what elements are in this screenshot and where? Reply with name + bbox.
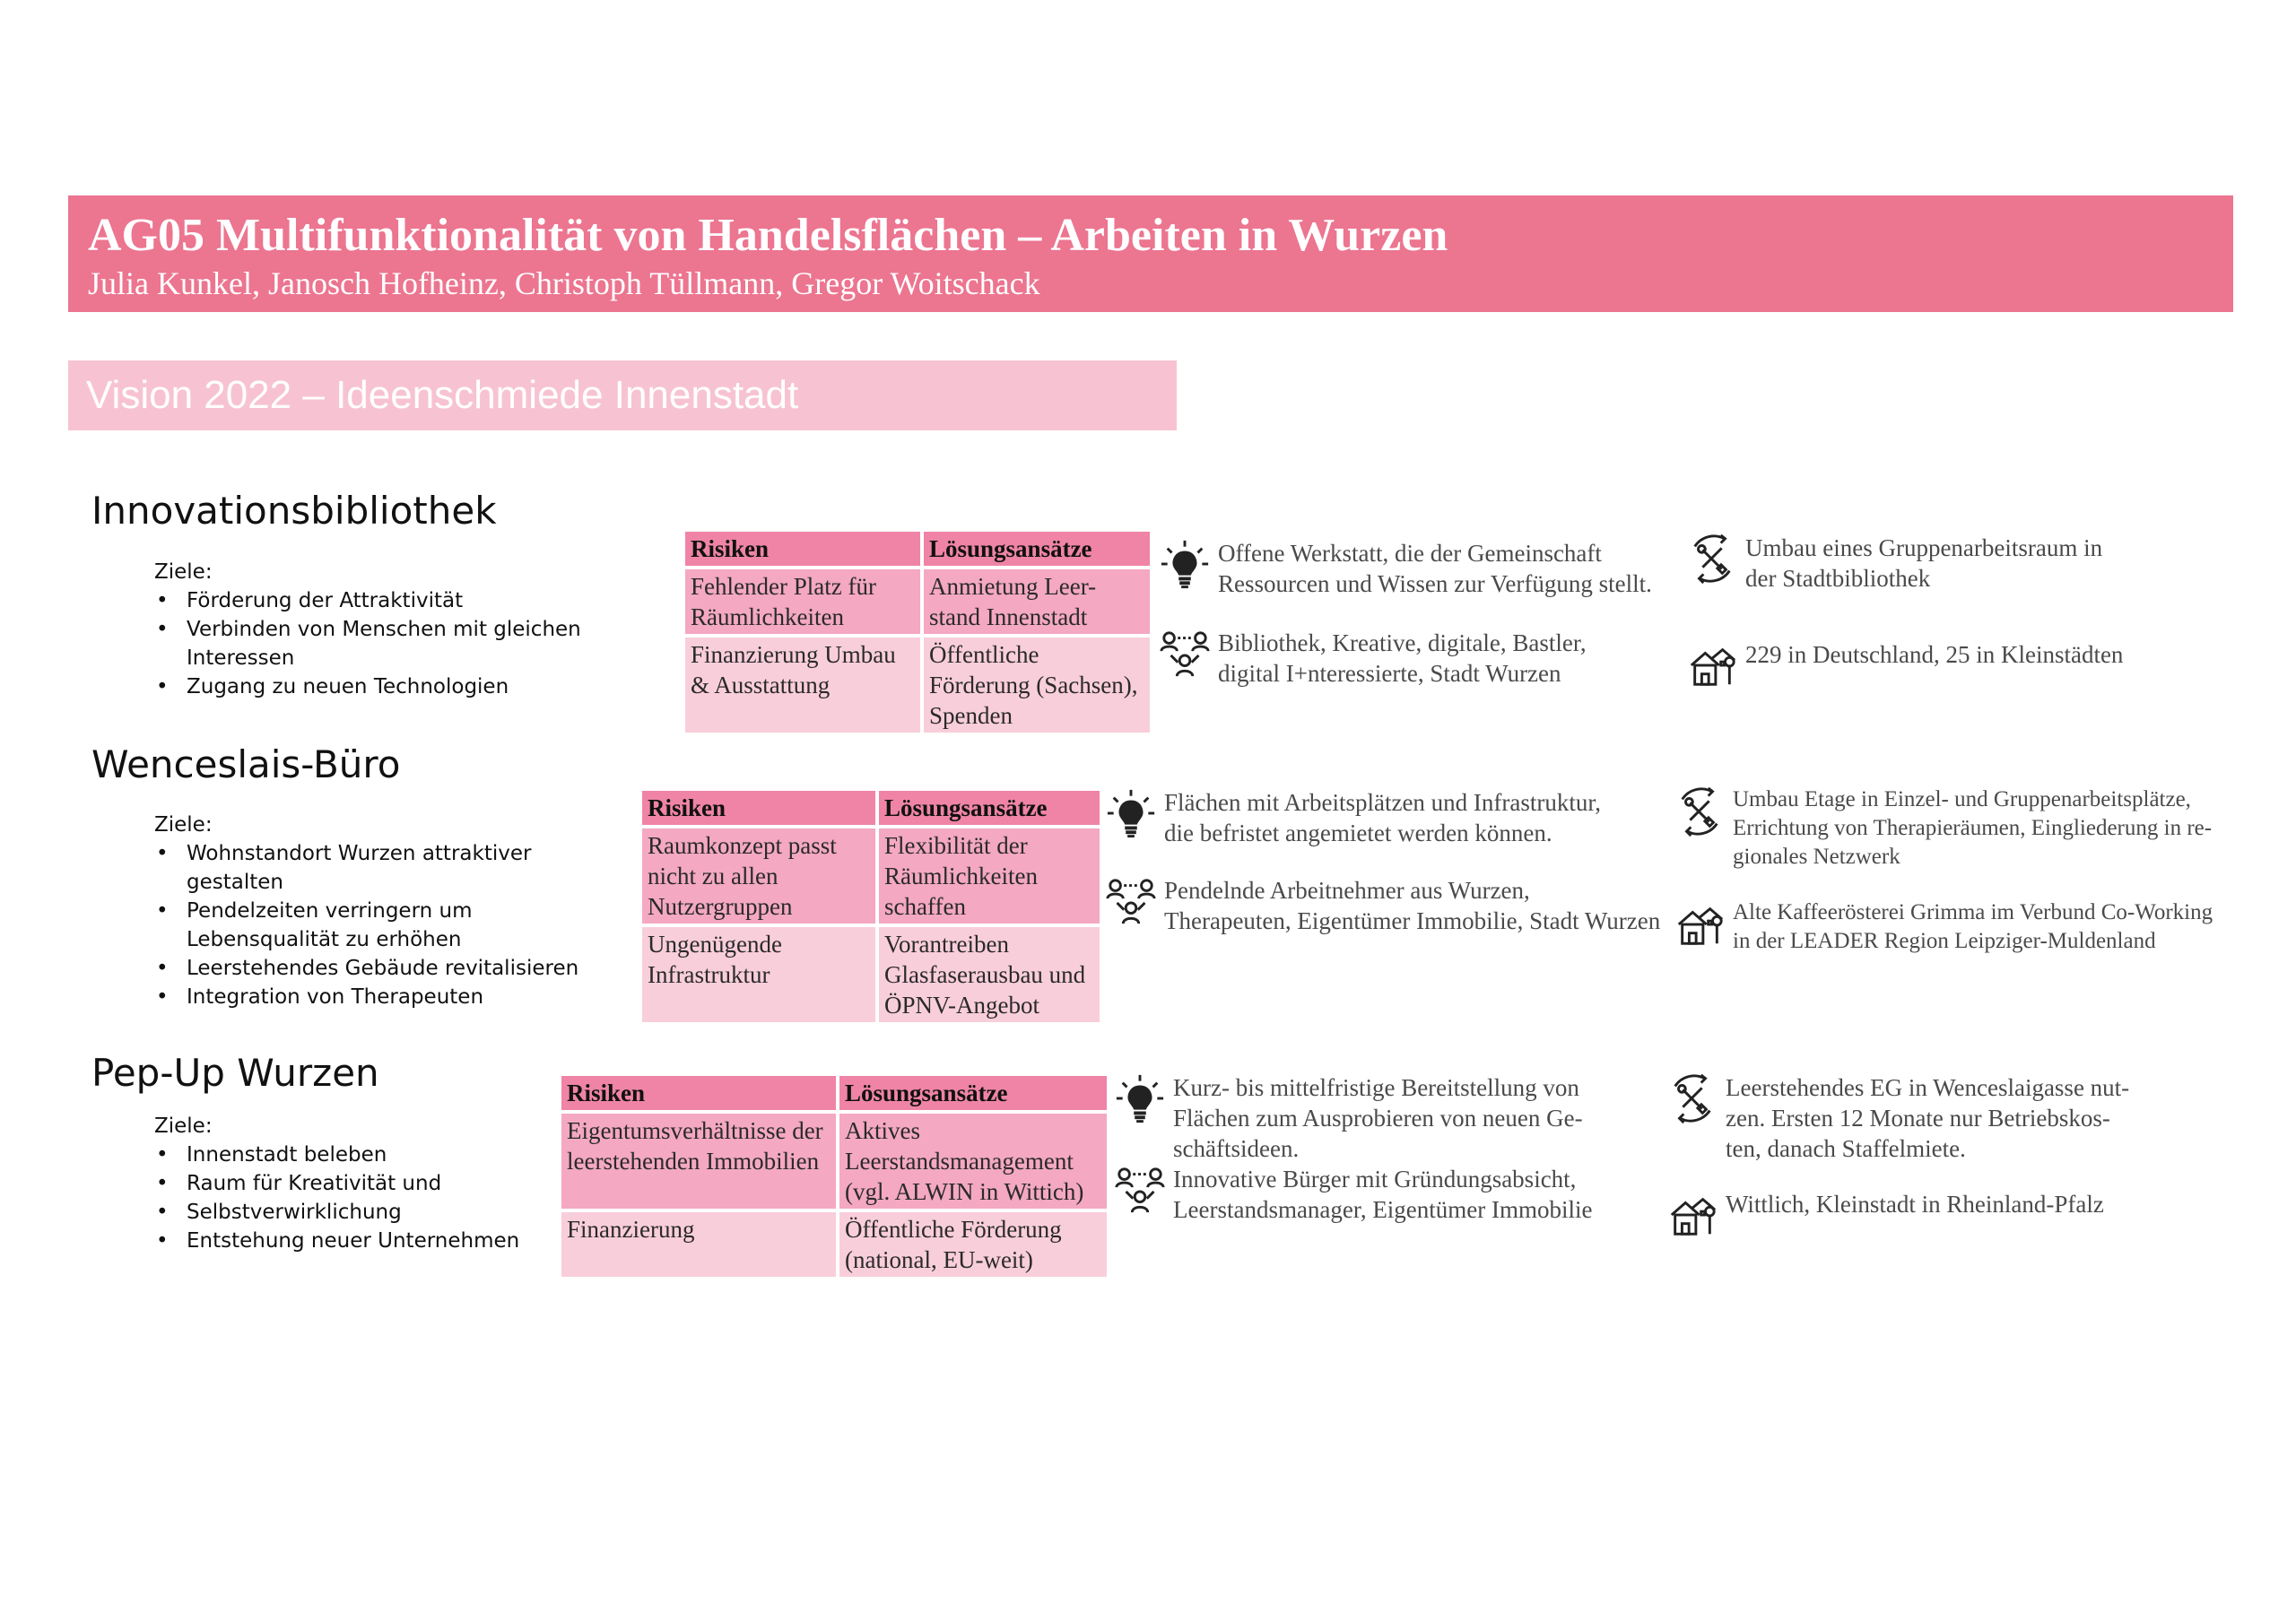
stakeholders-block [1159,628,1697,689]
houses-icon [1674,898,1726,950]
lightbulb-icon [1114,1072,1166,1124]
examples-block [1666,1189,2222,1241]
goals-label: Ziele: [154,1115,213,1138]
goal-item: • Innenstadt beleben [154,1141,567,1169]
measures-block [1666,1072,2222,1164]
stakeholders-text: Pendelnde Arbeitnehmer aus Wurzen, Therapeuten, Eigentümer Immobilie, Stadt Wurzen [1164,877,1661,934]
people-network-icon [1105,875,1157,927]
people-network-icon [1114,1164,1166,1216]
tools-cycle-icon [1666,1072,1718,1124]
goals-innovationsbibliothek [154,558,683,701]
idea-text: Offene Werkstatt, die der Gemeinschaft Ressourcen und Wissen zur Verfügung stellt. [1218,540,1652,597]
lightbulb-icon [1105,787,1157,839]
lightbulb-icon [1159,538,1211,590]
measures-text: Leerstehendes EG in Wenceslaigasse nut- zen. Ersten 12 Monate nur Betriebskos- ten, danach Staffelmiete. [1726,1074,2130,1162]
table-row [685,568,1152,636]
goal-item: • Pendelzeiten verringern um Lebensqualität zu erhöhen [154,897,630,954]
solution-cell: Anmietung Leer-stand Innenstadt [922,568,1152,636]
examples-text: Wittlich, Kleinstadt in Rheinland-Pfalz [1726,1191,2104,1218]
people-network-icon [1159,628,1211,680]
risk-cell: Raumkonzept passt nicht zu allen Nutzergruppen [642,827,877,925]
stakeholders-block [1105,875,1697,936]
solutions-header: Lösungsansätze [877,791,1101,827]
goal-item: • Integration von Therapeuten [154,983,630,1011]
table-row [561,1210,1109,1279]
idea-block [1159,538,1697,599]
goal-item: • Entstehung neuer Unternehmen [154,1227,567,1255]
measures-text: Umbau eines Gruppenarbeitsraum in der Stadtbibliothek [1745,534,2103,592]
risk-table-wenceslais-buero [642,791,1103,1026]
goal-item: • Förderung der Attraktivität [154,586,683,615]
goal-item: • Verbinden von Menschen mit gleichen Interessen [154,615,683,672]
houses-icon [1686,639,1738,691]
stakeholders-text: Innovative Bürger mit Gründungsabsicht, Leerstandsmanager, Eigentümer Immobilie [1173,1166,1593,1223]
solutions-header: Lösungsansätze [838,1076,1109,1112]
poster-header [68,195,2233,312]
goals-label: Ziele: [154,560,213,584]
risk-cell: Eigentumsverhältnisse der leerstehenden Immobilien [561,1112,838,1210]
examples-text: Alte Kaffeerösterei Grimma im Verbund Co-Working in der LEADER Region Leipziger-Muldenland [1733,900,2213,953]
goal-item: • Leerstehendes Gebäude revitalisieren [154,954,630,983]
solution-cell: Vorantreiben Glasfaserausbau und ÖPNV-Angebot [877,925,1101,1024]
tools-cycle-icon [1686,533,1738,585]
risks-header: Risiken [685,532,922,568]
stakeholders-text: Bibliothek, Kreative, digitale, Bastler, digital I+nteressierte, Stadt Wurzen [1218,629,1587,687]
table-row [642,827,1101,925]
solution-cell: Öffentliche Förderung (Sachsen), Spenden [922,636,1152,734]
houses-icon [1666,1189,1718,1241]
risk-cell: Ungenügende Infrastruktur [642,925,877,1024]
goal-item: • Zugang zu neuen Technologien [154,672,683,701]
measures-text: Umbau Etage in Einzel- und Gruppenarbeitsplätze, Errichtung von Therapieräumen, Eingliederung in re- gionales Netzwerk [1733,787,2213,869]
measures-block [1674,785,2266,872]
idea-block [1114,1072,1670,1164]
tools-cycle-icon [1674,785,1726,837]
goals-pep-up-wurzen [154,1112,567,1255]
goal-item: • Wohnstandort Wurzen attraktiver gestalten [154,839,630,897]
goals-wenceslais-buero [154,811,630,1011]
solution-cell: Aktives Leerstandsmanagement (vgl. ALWIN in Wittich) [838,1112,1109,1210]
section-title-pep-up-wurzen: Pep-Up Wurzen [91,1051,379,1095]
goals-label: Ziele: [154,813,213,837]
goal-item: • Selbstverwirklichung [154,1198,567,1227]
idea-text: Kurz- bis mittelfristige Bereitstellung von Flächen zum Ausprobieren von neuen Ge- schäftsideen. [1173,1074,1583,1162]
solution-cell: Flexibilität der Räumlichkeiten schaffen [877,827,1101,925]
risk-table-pep-up-wurzen [561,1076,1110,1280]
risk-cell: Finanzierung [561,1210,838,1279]
table-row [685,636,1152,734]
examples-text: 229 in Deutschland, 25 in Kleinstädten [1745,641,2124,668]
risk-cell: Fehlender Platz für Räumlichkeiten [685,568,922,636]
solutions-header: Lösungsansätze [922,532,1152,568]
poster-authors: Julia Kunkel, Janosch Hofheinz, Christoph Tüllmann, Gregor Woitschack [88,265,1040,301]
goal-item: • Raum für Kreativität und [154,1169,567,1198]
examples-block [1686,639,2242,691]
solution-cell: Öffentliche Förderung (national, EU-weit) [838,1210,1109,1279]
examples-block [1674,898,2266,956]
idea-block [1105,787,1679,848]
table-row [561,1112,1109,1210]
risks-header: Risiken [642,791,877,827]
section-title-wenceslais-buero: Wenceslais-Büro [91,742,401,786]
risks-header: Risiken [561,1076,838,1112]
risk-table-innovationsbibliothek [685,532,1153,736]
vision-banner: Vision 2022 – Ideenschmiede Innenstadt [68,360,1177,430]
table-row [642,925,1101,1024]
section-title-innovationsbibliothek: Innovationsbibliothek [91,489,497,533]
risk-cell: Finanzierung Umbau & Ausstattung [685,636,922,734]
poster-title: AG05 Multifunktionalität von Handelsflächen – Arbeiten in Wurzen [88,210,1448,261]
stakeholders-block [1114,1164,1670,1225]
idea-text: Flächen mit Arbeitsplätzen und Infrastruktur, die befristet angemietet werden können. [1164,789,1602,846]
measures-block [1686,533,2242,594]
